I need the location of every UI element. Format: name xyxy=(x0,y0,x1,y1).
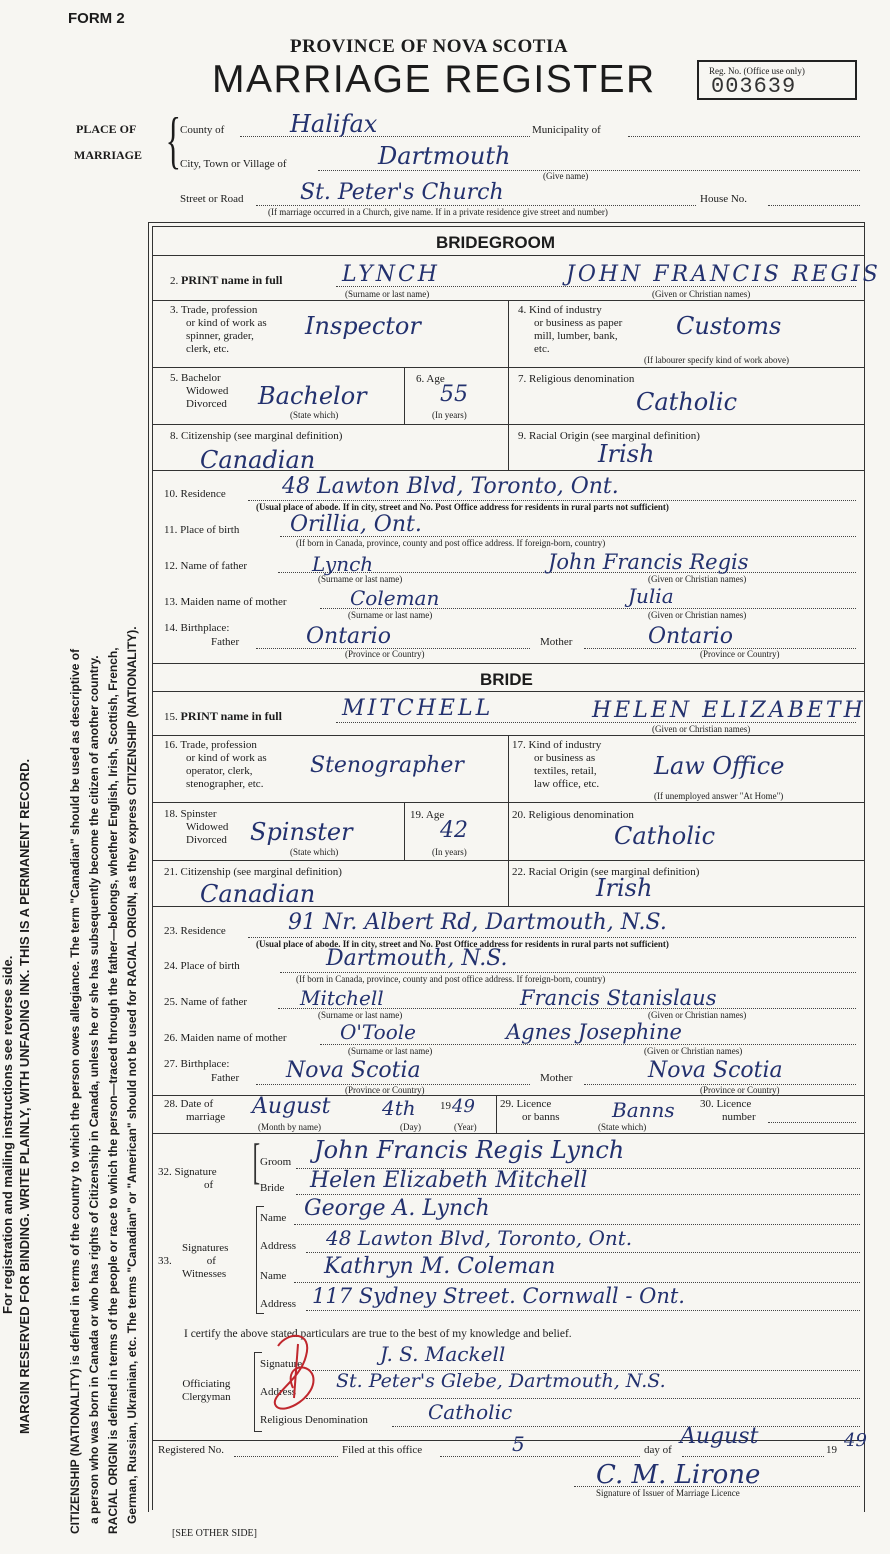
margin-citizenship-def-2: a person who was born in Canada or who has rights of Citizenship in Canada, unless he or she has subsequently become the citizen of another country. xyxy=(87,655,101,1524)
witness1-name-label: Name xyxy=(260,1212,287,1224)
groom-surname: LYNCH xyxy=(342,262,440,287)
marriage-day: 4th xyxy=(382,1096,416,1120)
margin-instructions: For registration and mailing instructions see reverse side. xyxy=(0,955,15,1314)
groom-father-surname-caption: (Surname or last name) xyxy=(318,574,403,584)
bride-mother-given: Agnes Josephine xyxy=(506,1020,682,1044)
bride-mother-label: Maiden name of mother xyxy=(180,1032,287,1044)
bride-status-label-2: Widowed xyxy=(186,821,229,833)
groom-mother-surname-caption: (Surname or last name) xyxy=(348,610,433,620)
bride-status-value: Spinster xyxy=(250,818,353,846)
reg-number-label: Reg. No. (Office use only) xyxy=(709,66,805,76)
bride-residence-caption: (Usual place of abode. If in city, street and No. Post Office address for residents in rural parts not sufficient) xyxy=(256,939,669,949)
groom-racial-label: Racial Origin (see marginal definition) xyxy=(529,430,700,442)
filed-year: 49 xyxy=(844,1430,867,1451)
bride-surname: MITCHELL xyxy=(342,696,494,721)
groom-industry-label-1: Kind of industry xyxy=(529,304,602,316)
bride-trade-label-4: stenographer, etc. xyxy=(186,778,264,790)
bride-bp-father-caption: (Province or Country) xyxy=(345,1085,425,1095)
groom-citizenship-label: Citizenship (see marginal definition) xyxy=(181,430,343,442)
bride-racial-value: Irish xyxy=(596,874,653,902)
bride-signature-label: Bride xyxy=(260,1182,285,1194)
bride-bp-father-value: Nova Scotia xyxy=(286,1058,421,1083)
groom-bp-mother-caption: (Province or Country) xyxy=(700,649,780,659)
witness1-address: 48 Lawton Blvd, Toronto, Ont. xyxy=(326,1226,633,1250)
witness1-name: George A. Lynch xyxy=(304,1196,490,1221)
issuer-signature: C. M. Lirone xyxy=(596,1460,761,1490)
groom-age-value: 55 xyxy=(440,382,468,407)
groom-status-label-3: Divorced xyxy=(186,398,227,410)
bride-birthplace-caption: (If born in Canada, province, county and post office address. If foreign-born, country) xyxy=(296,974,606,984)
licence-caption: (State which) xyxy=(598,1122,647,1132)
see-other-side: [SEE OTHER SIDE] xyxy=(172,1528,257,1539)
licence-number-label-1: Licence xyxy=(716,1098,752,1110)
clergyman-address: St. Peter's Glebe, Dartmouth, N.S. xyxy=(336,1370,666,1392)
signature-brace-icon: [ xyxy=(252,1133,261,1189)
groom-mother-given: Julia xyxy=(628,584,674,608)
groom-residence-caption: (Usual place of abode. If in city, street and No. Post Office address for residents in rural parts not sufficient) xyxy=(256,502,669,512)
groom-signature-label: Groom xyxy=(260,1156,292,1168)
witness2-address-label: Address xyxy=(260,1298,297,1310)
place-heading-2: MARRIAGE xyxy=(74,148,142,162)
bride-father-given-caption: (Given or Christian names) xyxy=(648,1010,747,1020)
brace-icon: { xyxy=(165,104,182,175)
house-label: House No. xyxy=(700,193,748,205)
bride-racial-label: Racial Origin (see marginal definition) xyxy=(528,866,700,878)
registered-no-label: Registered No. xyxy=(158,1444,224,1456)
groom-bp-mother-value: Ontario xyxy=(648,624,733,649)
province-heading: PROVINCE OF NOVA SCOTIA xyxy=(290,36,569,57)
groom-industry-label-3: mill, lumber, bank, xyxy=(534,330,618,342)
groom-mother-label: Maiden name of mother xyxy=(180,596,287,608)
clergyman-denomination-label: Religious Denomination xyxy=(260,1414,368,1426)
red-signature-mark xyxy=(258,1326,338,1416)
bride-trade-label-2: or kind of work as xyxy=(186,752,267,764)
county-value: Halifax xyxy=(290,110,378,138)
marriage-date-label-2: marriage xyxy=(186,1111,226,1123)
groom-father-surname: Lynch xyxy=(312,552,374,576)
groom-father-given-caption: (Given or Christian names) xyxy=(648,574,747,584)
issuer-caption: Signature of Issuer of Marriage Licence xyxy=(596,1488,740,1498)
filed-day: 5 xyxy=(512,1432,525,1456)
certify-statement: I certify the above stated particulars are true to the best of my knowledge and belief. xyxy=(184,1328,572,1340)
margin-racial-def-2: German, Russian, Ukrainian, etc. The terms "Canadian" or "American" should not be used for RACIAL ORIGIN, as they express CITIZENSHIP (NATIONALITY). xyxy=(125,626,139,1524)
margin-citizenship-def-1: CITIZENSHIP (NATIONALITY) is defined in terms of the country to which the person owes allegiance. The term "Canadian" should be used as descriptive of xyxy=(68,648,82,1534)
groom-racial-value: Irish xyxy=(598,440,655,468)
bride-bp-mother-value: Nova Scotia xyxy=(648,1058,783,1083)
clergyman-denomination: Catholic xyxy=(428,1400,513,1424)
groom-industry-label-4: etc. xyxy=(534,343,550,355)
groom-trade-value: Inspector xyxy=(305,312,421,340)
groom-trade-label-2: or kind of work as xyxy=(186,317,267,329)
form-label: FORM 2 xyxy=(68,10,125,27)
groom-status-caption: (State which) xyxy=(290,410,339,420)
bride-given-caption: (Given or Christian names) xyxy=(652,724,751,734)
witness-label-3: Witnesses xyxy=(182,1268,227,1280)
clergyman-label-2: Clergyman xyxy=(182,1391,231,1403)
bride-mother-surname-caption: (Surname or last name) xyxy=(348,1046,433,1056)
filed-year-prefix: 19 xyxy=(826,1444,837,1456)
bride-father-surname-caption: (Surname or last name) xyxy=(318,1010,403,1020)
bride-bp-mother-caption: (Province or Country) xyxy=(700,1085,780,1095)
margin-racial-def-1: RACIAL ORIGIN is defined in terms of the people or race to which the person—traced through the father—belongs, whether English, Irish, Scottish, French, xyxy=(106,647,120,1534)
give-name-caption: (Give name) xyxy=(543,171,589,181)
place-heading-1: PLACE OF xyxy=(76,122,137,136)
bride-citizenship-label: Citizenship (see marginal definition) xyxy=(180,866,342,878)
bride-residence-label: Residence xyxy=(180,925,226,937)
bride-status-label-3: Divorced xyxy=(186,834,227,846)
bride-industry-label-1: Kind of industry xyxy=(528,739,602,751)
groom-industry-caption: (If labourer specify kind of work above) xyxy=(644,355,789,365)
witness2-name-label: Name xyxy=(260,1270,287,1282)
bridegroom-heading: BRIDEGROOM xyxy=(436,233,555,252)
bride-age-caption: (In years) xyxy=(432,847,467,857)
signature-of-label-2: of xyxy=(204,1179,214,1191)
bride-given-names: HELEN ELIZABETH xyxy=(592,698,866,723)
marriage-month: August xyxy=(252,1094,331,1119)
filed-label: Filed at this office xyxy=(342,1444,423,1456)
street-value: St. Peter's Church xyxy=(300,180,504,205)
bride-signature: Helen Elizabeth Mitchell xyxy=(310,1168,588,1193)
licence-label-2: or banns xyxy=(522,1111,560,1123)
street-label: Street or Road xyxy=(180,193,244,205)
page-title: MARRIAGE REGISTER xyxy=(212,58,656,101)
witness-label-1: Signatures xyxy=(182,1242,229,1254)
groom-status-label-2: Widowed xyxy=(186,385,229,397)
groom-father-given: John Francis Regis xyxy=(548,550,749,574)
bride-birthplace-value: Dartmouth, N.S. xyxy=(326,946,508,971)
bride-father-given: Francis Stanislaus xyxy=(520,986,717,1010)
bride-religion-label: Religious denomination xyxy=(528,809,634,821)
groom-birthplace-caption: (If born in Canada, province, county and post office address. If foreign-born, country) xyxy=(296,538,606,548)
day-of-label: day of xyxy=(644,1444,672,1456)
bride-age-label: Age xyxy=(425,809,445,821)
bride-industry-label-3: textiles, retail, xyxy=(534,765,597,777)
groom-bp-father-value: Ontario xyxy=(306,624,391,649)
groom-religion-value: Catholic xyxy=(636,388,738,416)
county-label: County of xyxy=(180,124,225,136)
bride-age-value: 42 xyxy=(440,818,468,843)
marriage-year: 49 xyxy=(452,1096,475,1117)
groom-name-label: PRINT name in full xyxy=(181,273,283,287)
bride-industry-label-4: law office, etc. xyxy=(534,778,600,790)
licence-number-label-2: number xyxy=(722,1111,756,1123)
marriage-year-caption: (Year) xyxy=(454,1122,477,1132)
bride-trade-label-3: operator, clerk, xyxy=(186,765,253,777)
groom-residence-label: Residence xyxy=(180,488,226,500)
groom-birthplace-value: Orillia, Ont. xyxy=(290,512,422,537)
bride-bp-father-label: Father xyxy=(211,1072,240,1084)
marriage-date-label-1: Date of xyxy=(180,1098,214,1110)
groom-given-names: JOHN FRANCIS REGIS xyxy=(566,262,881,287)
groom-birthplace-label: Place of birth xyxy=(180,524,240,536)
bride-trade-value: Stenographer xyxy=(310,753,464,778)
bride-citizenship-value: Canadian xyxy=(200,880,316,908)
filed-month: August xyxy=(680,1424,759,1449)
groom-mother-surname: Coleman xyxy=(350,586,440,610)
place-note: (If marriage occurred in a Church, give name. If in a private residence give street and number) xyxy=(268,207,608,217)
clergyman-label-1: Officiating xyxy=(182,1378,231,1390)
bride-residence-value: 91 Nr. Albert Rd, Dartmouth, N.S. xyxy=(288,910,667,935)
groom-age-label: Age xyxy=(426,373,445,385)
groom-trade-label-3: spinner, grader, xyxy=(186,330,254,342)
witness-label-2: of xyxy=(206,1255,216,1267)
groom-given-caption: (Given or Christian names) xyxy=(652,289,751,299)
clergyman-address-label: Address xyxy=(260,1386,297,1398)
bride-mother-given-caption: (Given or Christian names) xyxy=(644,1046,743,1056)
groom-surname-caption: (Surname or last name) xyxy=(345,289,430,299)
marriage-year-prefix: 19 xyxy=(440,1100,451,1112)
licence-label-1: Licence xyxy=(516,1098,552,1110)
bride-mother-surname: O'Toole xyxy=(340,1020,416,1044)
marriage-month-caption: (Month by name) xyxy=(258,1122,321,1132)
groom-status-value: Bachelor xyxy=(258,382,367,410)
bride-birthplace-label: Place of birth xyxy=(180,960,240,972)
bride-trade-label-1: Trade, profession xyxy=(180,739,257,751)
bride-industry-label-2: or business as xyxy=(534,752,596,764)
binding-margin xyxy=(0,0,150,1554)
reg-number-box xyxy=(697,60,857,100)
clergyman-signature-label: Signature xyxy=(260,1358,303,1370)
groom-bp-father-label: Father xyxy=(211,636,240,648)
signature-of-label-1: Signature xyxy=(174,1166,217,1178)
groom-age-caption: (In years) xyxy=(432,410,467,420)
groom-residence-value: 48 Lawton Blvd, Toronto, Ont. xyxy=(282,474,619,499)
groom-bp-label: Birthplace: xyxy=(180,622,230,634)
groom-father-label: Name of father xyxy=(180,560,248,572)
clergyman-signature: J. S. Mackell xyxy=(380,1342,506,1366)
bride-bp-label: Birthplace: xyxy=(180,1058,230,1070)
witness1-address-label: Address xyxy=(260,1240,297,1252)
licence-value: Banns xyxy=(612,1098,675,1122)
bride-heading: BRIDE xyxy=(480,670,533,689)
groom-religion-label: Religious denomination xyxy=(529,373,635,385)
bride-bp-mother-label: Mother xyxy=(540,1072,573,1084)
bride-industry-value: Law Office xyxy=(654,752,785,780)
bride-father-label: Name of father xyxy=(180,996,248,1008)
city-value: Dartmouth xyxy=(378,142,511,170)
groom-mother-given-caption: (Given or Christian names) xyxy=(648,610,747,620)
groom-bp-mother-label: Mother xyxy=(540,636,573,648)
city-label: City, Town or Village of xyxy=(180,158,287,170)
groom-citizenship-value: Canadian xyxy=(200,446,316,474)
groom-bp-father-caption: (Province or Country) xyxy=(345,649,425,659)
bride-status-label-1: Spinster xyxy=(180,808,217,820)
bride-name-label: PRINT name in full xyxy=(180,709,282,723)
municipality-label: Municipality of xyxy=(532,124,601,136)
groom-trade-label-1: Trade, profession xyxy=(180,304,258,316)
witness2-name: Kathryn M. Coleman xyxy=(324,1254,556,1279)
marriage-day-caption: (Day) xyxy=(400,1122,421,1132)
bride-status-caption: (State which) xyxy=(290,847,339,857)
groom-signature: John Francis Regis Lynch xyxy=(314,1136,625,1164)
bride-religion-value: Catholic xyxy=(614,822,716,850)
groom-trade-label-4: clerk, etc. xyxy=(186,343,230,355)
groom-industry-value: Customs xyxy=(676,312,782,340)
margin-binding-notice: MARGIN RESERVED FOR BINDING. WRITE PLAINLY, WITH UNFADING INK. THIS IS A PERMANENT RECORD. xyxy=(17,758,32,1434)
reg-number-value: 003639 xyxy=(711,74,797,99)
witness2-address: 117 Sydney Street. Cornwall - Ont. xyxy=(312,1284,685,1308)
bride-father-surname: Mitchell xyxy=(300,986,384,1010)
bride-industry-caption: (If unemployed answer "At Home") xyxy=(654,791,784,801)
groom-industry-label-2: or business as paper xyxy=(534,317,623,329)
groom-status-label-1: Bachelor xyxy=(181,372,221,384)
